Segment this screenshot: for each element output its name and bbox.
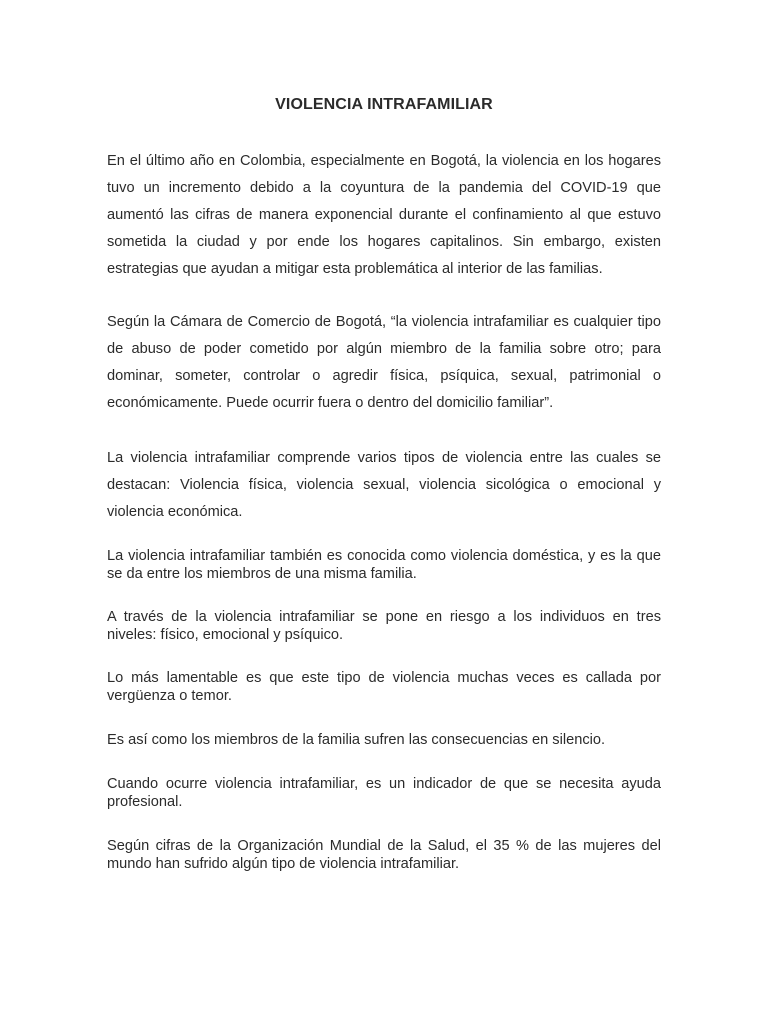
document-title: VIOLENCIA INTRAFAMILIAR (275, 96, 493, 113)
paragraph-intro: En el último año en Colombia, especialmente en Bogotá, la violencia en los hogares tuvo un incremento debido a la coyuntura de la pandemia del COVID-19 que aumentó las cifras de manera exponencial durante el confinamiento al que estuvo sometida la ciudad y por ende los hogares capitalinos. Sin embargo, existen estrategias que ayudan a mitigar esta problemática al interior de las familias. (107, 153, 661, 277)
paragraph-consequences: Es así como los miembros de la familia sufren las consecuencias en silencio. (107, 732, 606, 748)
paragraph-definition: Según la Cámara de Comercio de Bogotá, “la violencia intrafamiliar es cualquier tipo de abuso de poder cometido por algún miembro de la familia sobre otro; para dominar, someter, controlar o agredir física, psíquica, sexual, patrimonial o económicamente. Puede ocurrir fuera o dentro del domicilio familiar”. (107, 314, 661, 411)
paragraph-risk-levels: A través de la violencia intrafamiliar se pone en riesgo a los individuos en tres niveles: físico, emocional y psíquico. (107, 609, 661, 643)
paragraph-types: La violencia intrafamiliar comprende varios tipos de violencia entre las cuales se destacan: Violencia física, violencia sexual, violencia sicológica o emocional y violencia económica. (107, 450, 661, 520)
paragraph-silence-shame: Lo más lamentable es que este tipo de violencia muchas veces es callada por vergüenza o temor. (107, 670, 661, 704)
paragraph-professional-help: Cuando ocurre violencia intrafamiliar, es un indicador de que se necesita ayuda profesional. (107, 776, 661, 810)
paragraph-who-statistics: Según cifras de la Organización Mundial de la Salud, el 35 % de las mujeres del mundo han sufrido algún tipo de violencia intrafamiliar. (107, 838, 661, 872)
paragraph-domestic: La violencia intrafamiliar también es conocida como violencia doméstica, y es la que se da entre los miembros de una misma familia. (107, 548, 661, 582)
